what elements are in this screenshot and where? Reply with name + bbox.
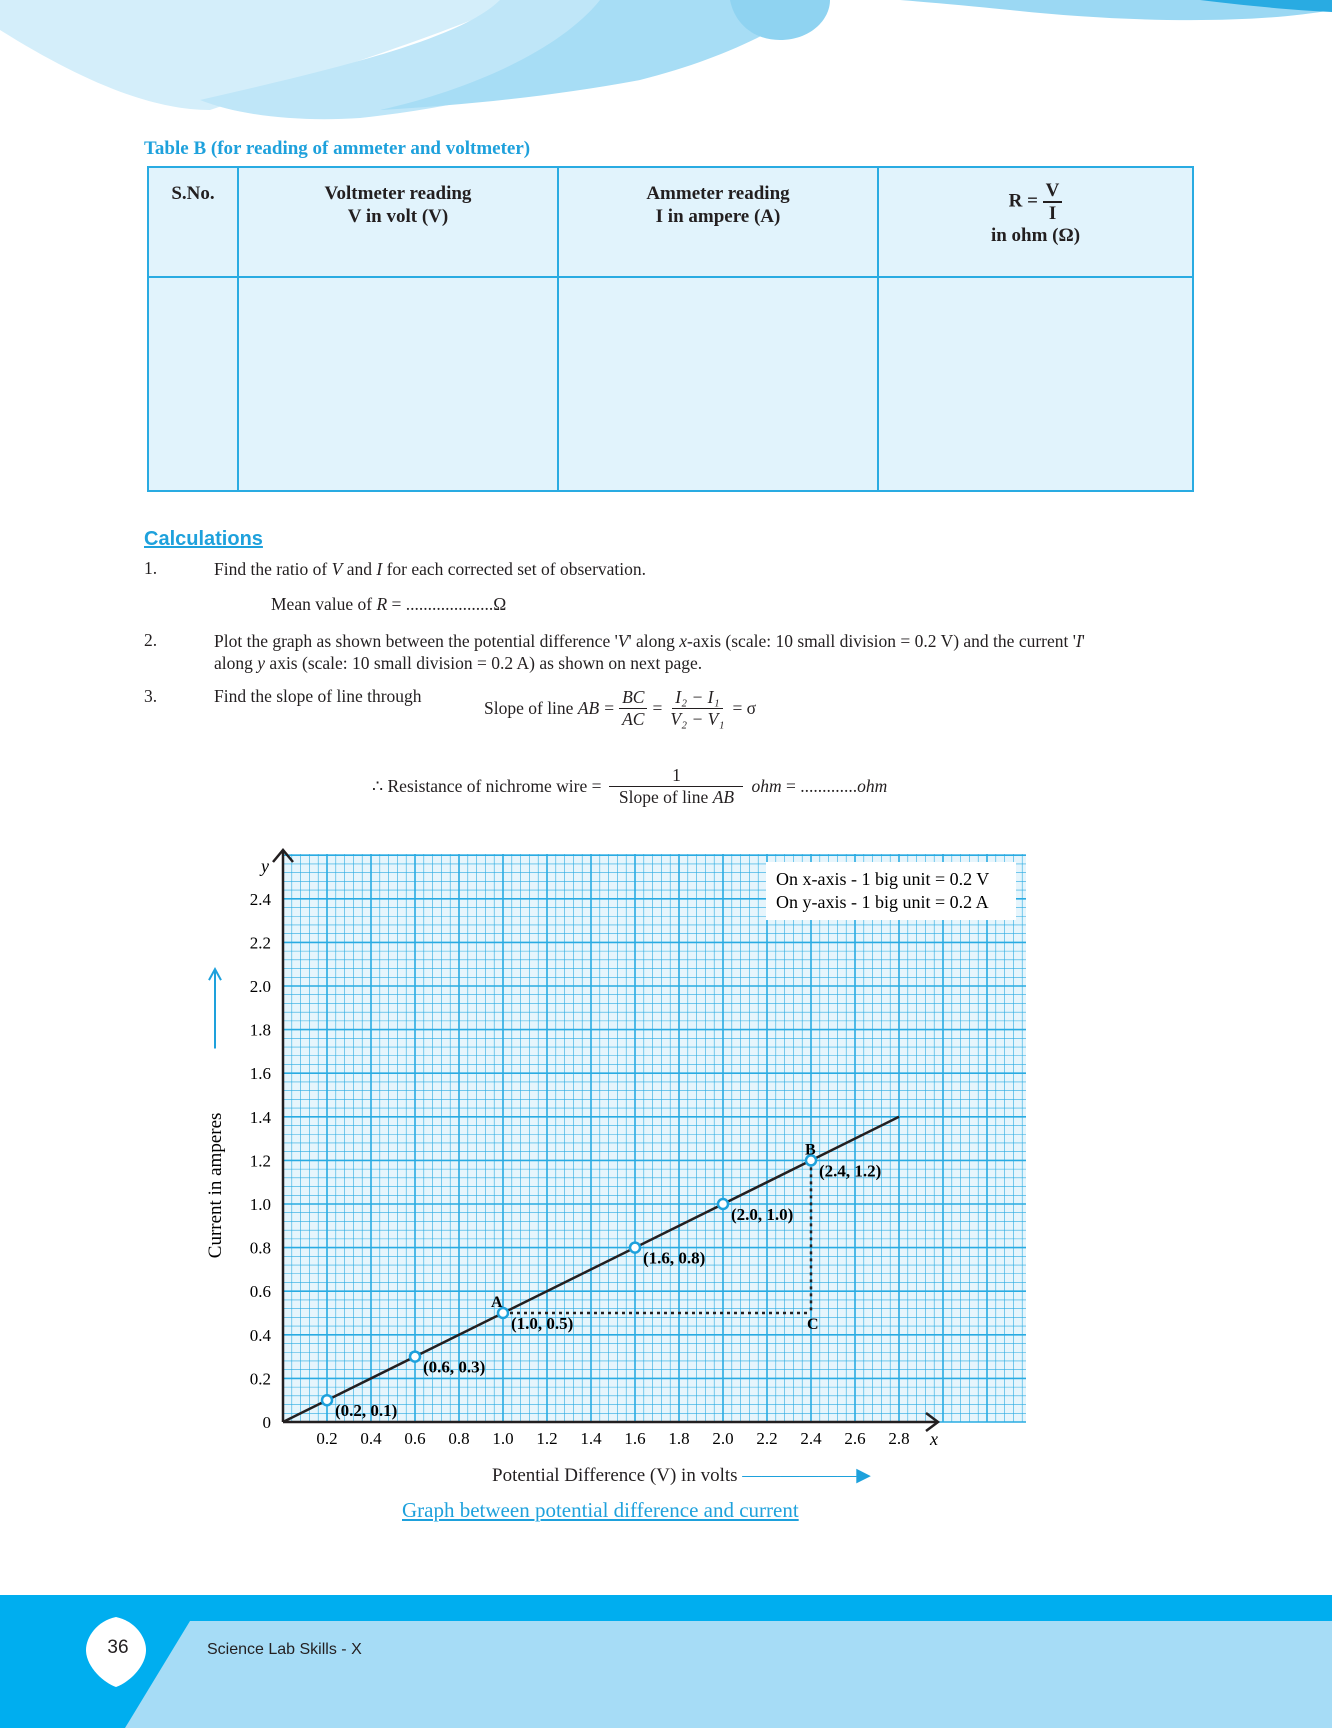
page-number: 36 <box>107 1637 129 1658</box>
table-title: Table B (for reading of ammeter and voltmeter) <box>144 138 531 159</box>
y-tick-label: 1.4 <box>249 1107 271 1127</box>
col-resistance-header <box>878 167 1193 277</box>
step2-text: Plot the graph as shown between the potential difference 'V' along x-axis (scale: 10 small division = 0.2 V) and the current 'I' along y axis (scale: 10 small division = 0.2 A) as shown on next page. <box>214 631 1085 673</box>
col-voltmeter-line2: V in volt (V) <box>347 206 449 227</box>
step1-text: Find the ratio of V and I for each corrected set of observation. <box>214 559 647 579</box>
v-over-i-fraction: $\frac{V}{I}$ <box>1043 180 1063 224</box>
y-tick-label: 2.4 <box>249 889 271 909</box>
col-ammeter-header <box>558 167 878 277</box>
col-ammeter-line2: I in ampere (A) <box>655 206 781 227</box>
x-tick-label: 0.2 <box>316 1429 338 1448</box>
point-c-letter: C <box>807 1316 819 1333</box>
legend-y-scale: On y-axis - 1 big unit = 0.2 A <box>776 892 989 912</box>
grid-background <box>283 854 1026 1422</box>
y-tick-label: 1.2 <box>249 1151 271 1171</box>
x-tick-label: 0.8 <box>448 1429 470 1448</box>
y-tick-label: 1.6 <box>249 1064 271 1084</box>
x-tick-label: 1.2 <box>536 1429 558 1448</box>
cell-resistance[interactable] <box>878 277 1193 491</box>
data-point-label: (0.2, 0.1) <box>335 1401 398 1421</box>
book-title: Science Lab Skills - X <box>207 1641 362 1658</box>
data-point-label: (0.6, 0.3) <box>423 1357 486 1377</box>
data-point-label: (2.0, 1.0) <box>731 1205 794 1224</box>
delta-i-over-delta-v: $\frac{\text{I₂ − I₁}}{\text{V₂ − V₁}}$ <box>670 687 725 729</box>
legend-x-scale: On x-axis - 1 big unit = 0.2 V <box>776 869 990 889</box>
data-point <box>322 1395 332 1405</box>
x-axis-title: Potential Difference (V) in volts ——————▶ <box>492 1465 871 1486</box>
bc-over-ac: $\frac{BC}{AC}$ <box>619 687 647 730</box>
x-axis-letter: x <box>930 1429 938 1449</box>
x-tick-label: 1.4 <box>580 1429 602 1448</box>
col-voltmeter-header <box>238 167 558 277</box>
top-decoration <box>0 0 1332 130</box>
one-over-slope: $\frac{1}{\text{Slope of line AB}}$ <box>609 765 743 808</box>
x-tick-label: 2.8 <box>888 1429 910 1448</box>
x-tick-label: 2.2 <box>756 1429 778 1448</box>
calculations-heading: Calculations <box>144 528 263 550</box>
y-tick-label: 0 <box>262 1413 271 1432</box>
cell-current[interactable] <box>558 277 878 491</box>
step2-number: 2. <box>144 630 158 650</box>
x-tick-label: 1.0 <box>492 1429 514 1448</box>
footer-band <box>0 1595 1332 1728</box>
x-tick-label: 2.6 <box>844 1429 866 1448</box>
step3-number: 3. <box>144 686 158 706</box>
y-tick-label: 0.4 <box>249 1325 271 1345</box>
cell-voltage[interactable] <box>238 277 558 491</box>
x-tick-label: 2.4 <box>800 1429 822 1448</box>
data-point <box>630 1243 640 1253</box>
data-point <box>718 1199 728 1209</box>
col-resistance-unit: in ohm (Ω) <box>990 225 1081 246</box>
y-tick-label: 2.2 <box>249 933 271 953</box>
table-header-row <box>148 167 1193 277</box>
step1-number: 1. <box>144 558 158 578</box>
data-point <box>410 1352 420 1362</box>
table-empty-row <box>148 277 1193 491</box>
cell-sno[interactable] <box>148 277 238 491</box>
point-a-letter: A <box>491 1294 503 1311</box>
resistance-formula: ∴ Resistance of nichrome wire = $\frac{1}{\text{Slope of line AB}}$ ohm = .............ohm <box>372 765 888 807</box>
y-tick-label: 1.8 <box>249 1020 271 1040</box>
r-equals: R = <box>1008 190 1038 212</box>
y-tick-label: 0.2 <box>249 1369 271 1389</box>
point-b-letter: B <box>805 1141 816 1159</box>
y-tick-label: 1.0 <box>249 1195 271 1214</box>
y-axis-title: Current in amperes <box>205 1112 226 1259</box>
y-tick-label: 2.0 <box>249 977 271 996</box>
y-tick-label: 0.6 <box>249 1282 271 1302</box>
x-tick-label: 0.4 <box>360 1429 382 1448</box>
col-ammeter-line1: Ammeter reading <box>646 183 790 204</box>
data-point-label: (1.6, 0.8) <box>643 1248 706 1268</box>
vi-graph <box>0 840 1332 1460</box>
data-point-label: (2.4, 1.2) <box>819 1161 882 1181</box>
x-tick-label: 1.8 <box>668 1429 690 1448</box>
observation-table <box>147 166 1194 492</box>
col-voltmeter-line1: Voltmeter reading <box>324 183 472 204</box>
x-tick-label: 1.6 <box>624 1429 646 1448</box>
y-axis-letter: y <box>261 856 269 876</box>
graph-caption: Graph between potential difference and current <box>402 1498 799 1522</box>
step3-text: Find the slope of line through <box>214 686 422 706</box>
x-tick-label: 2.0 <box>712 1429 734 1448</box>
col-sno-header: S.No. <box>148 167 238 277</box>
x-tick-label: 0.6 <box>404 1429 426 1448</box>
mean-value-line: Mean value of R = ....................Ω <box>271 594 507 614</box>
slope-formula: Slope of line AB = $\frac{BC}{AC}$ = $\frac{\text{I₂ − I₁}}{\text{V₂ − V₁}}$ = σ <box>484 687 757 729</box>
y-tick-label: 0.8 <box>249 1238 271 1258</box>
data-point-label: (1.0, 0.5) <box>511 1314 574 1333</box>
